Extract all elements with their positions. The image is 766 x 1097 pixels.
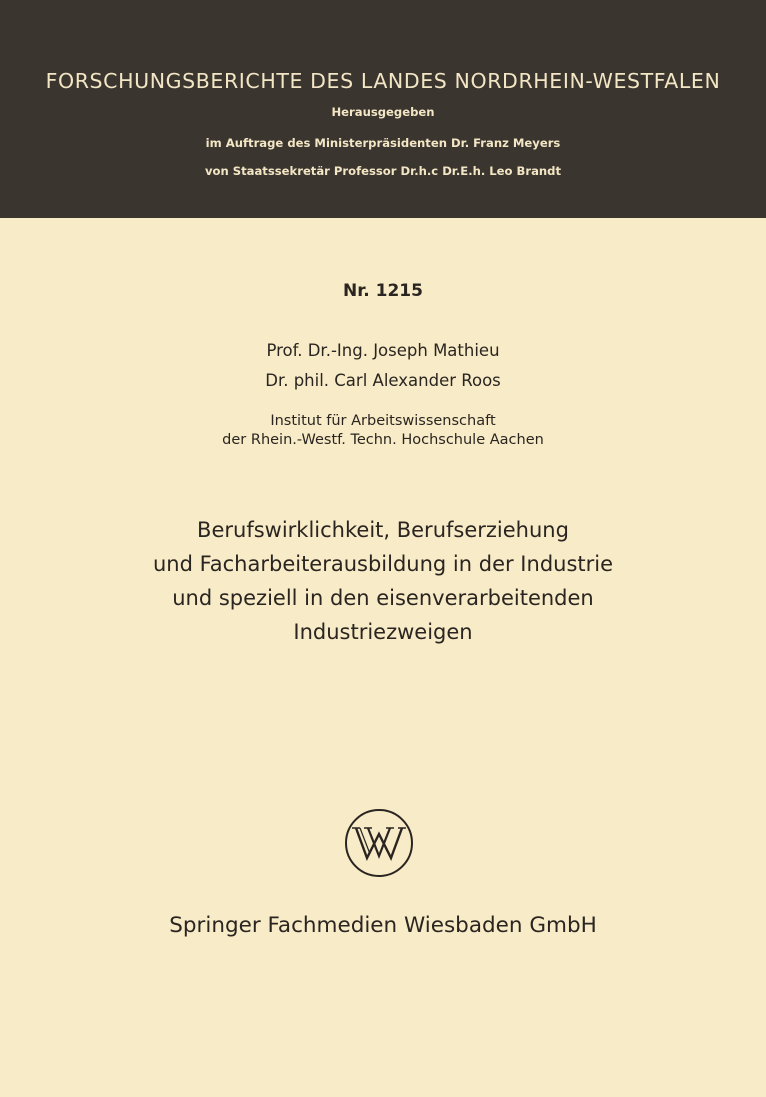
book-title	[0, 513, 766, 649]
title-line-4: Industriezweigen	[293, 620, 473, 644]
author-2: Dr. phil. Carl Alexander Roos	[265, 371, 501, 390]
title-line-3: und speziell in den eisenverarbeitenden	[172, 586, 594, 610]
editor-heading: Herausgegeben	[331, 105, 435, 119]
title-line-1: Berufswirklichkeit, Berufserziehung	[197, 518, 569, 542]
series-title: FORSCHUNGSBERICHTE DES LANDES NORDRHEIN-WESTFALEN	[45, 69, 721, 93]
editor-line-1: im Auftrage des Ministerpräsidenten Dr. Franz Meyers	[205, 136, 561, 150]
author-1: Prof. Dr.-Ing. Joseph Mathieu	[266, 341, 500, 360]
title-line-2: und Facharbeiterausbildung in der Industrie	[152, 552, 614, 576]
report-number: Nr. 1215	[343, 281, 423, 301]
publisher: Springer Fachmedien Wiesbaden GmbH	[169, 913, 597, 938]
institute-line-2: der Rhein.-Westf. Techn. Hochschule Aachen	[222, 432, 544, 448]
springer-wv-logo-icon	[343, 807, 415, 879]
institute-line-1: Institut für Arbeitswissenschaft	[270, 413, 496, 429]
editor-line-2: von Staatssekretär Professor Dr.h.c Dr.E.h. Leo Brandt	[204, 164, 562, 178]
header-band	[0, 0, 766, 218]
